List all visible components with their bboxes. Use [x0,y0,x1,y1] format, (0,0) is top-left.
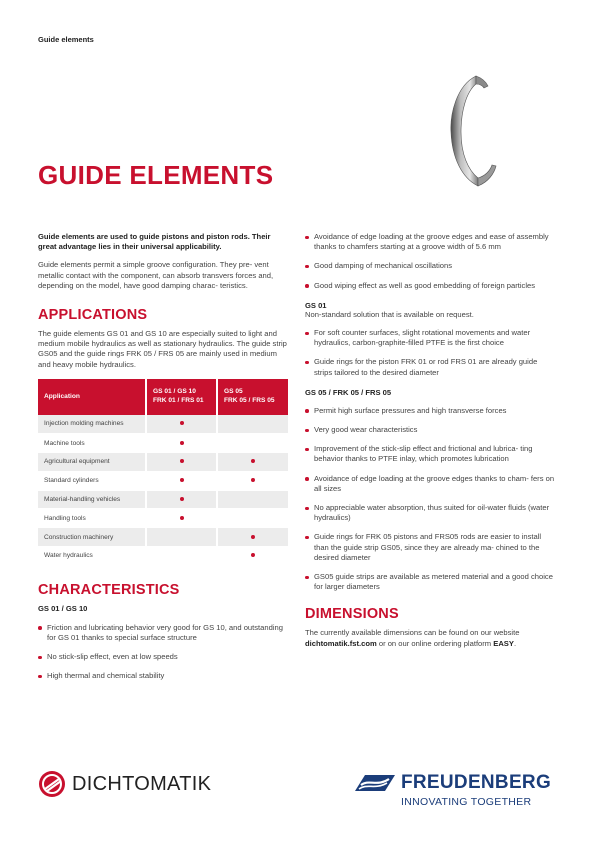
table-row [38,471,288,490]
applications-text: The guide elements GS 01 and GS 10 are especially suited to light and medium mobile hydraulics as well as stationary hydraulics. The guide strip GS05 and the guide rings FRK 05 / FRS 05 are mainly used in medium and heavy mobile hydraulics. [38,329,287,369]
running-header: Guide elements [38,35,94,44]
application-cell: Material-handling vehicles [38,490,146,509]
suitable-dot-icon [180,459,184,463]
suitable-dot-icon [180,478,184,482]
header-line: FRK 05 / FRS 05 [224,396,275,404]
header-line: FRK 01 / FRS 01 [153,396,204,404]
gs01-cell [146,434,217,453]
left-column [38,232,290,682]
table-header-gs05 [217,379,288,415]
list-item: Friction and lubricating behavior very good for GS 10, and outstanding for GS 01 thanks to special surface structure [38,623,290,643]
table-row [38,528,288,547]
list-item: Permit high surface pressures and high transverse forces [305,406,557,416]
application-cell: Construction machinery [38,528,146,547]
applications-heading: APPLICATIONS [38,307,148,324]
gs05-cell [217,509,288,528]
freudenberg-wave-icon [355,773,395,793]
list-item: Avoidance of edge loading at the groove edges thanks to cham- fers on all sizes [305,474,557,494]
list-item: Improvement of the stick-slip effect and frictional and lubrica- ting behavior thanks to PTFE inlay, which promotes lubrication [305,444,557,464]
dimensions-text [305,628,557,648]
gs01-cell [146,528,217,547]
dichtomatik-brand-name: DICHTOMATIK [72,772,212,795]
suitable-dot-icon [180,497,184,501]
list-item: No stick-slip effect, even at low speeds [38,652,290,662]
dichtomatik-logo [38,770,211,798]
list-item: Avoidance of edge loading at the groove edges and ease of assembly thanks to chamfers starting at a groove width of 5.6 mm [305,232,557,252]
gs05-cell [217,528,288,547]
gs05-cell [217,452,288,471]
list-item: No appreciable water absorption, thus suited for oil-water fluids (water hydraulics) [305,503,557,523]
list-item: Good wiping effect as well as good embedding of foreign particles [305,281,557,291]
header-line: GS 01 / GS 10 [153,388,196,396]
dimensions-text-part: . [513,638,517,648]
table-row [38,490,288,509]
freudenberg-tagline: INNOVATING TOGETHER [401,796,532,808]
application-cell: Machine tools [38,434,146,453]
dimensions-text-part: The currently available dimensions can be found on our website [305,628,520,638]
gs01-cell [146,546,217,565]
table-row [38,509,288,528]
guide-ring-image [448,70,498,190]
gs01-text: Non-standard solution that is available on request. [305,309,474,319]
gs05-cell [217,490,288,509]
gs01-cell [146,490,217,509]
gs05-heading: GS 05 / FRK 05 / FRS 05 [305,387,392,397]
list-item: For soft counter surfaces, slight rotational movements and water hydraulics, carbon-graphite-filled PTFE is the first choice [305,328,557,348]
list-item: GS05 guide strips are available as metered material and a good choice for larger diameters [305,572,557,592]
table-row [38,452,288,471]
suitable-dot-icon [251,535,255,539]
characteristics-heading: CHARACTERISTICS [38,581,180,598]
application-cell: Injection molding machines [38,415,146,434]
list-item: Guide rings for the piston FRK 01 or rod FRS 01 are already guide strips tailored to the desired diameter [305,357,557,377]
suitable-dot-icon [180,441,184,445]
freudenberg-brand-name: FREUDENBERG [401,772,552,793]
table-header-application: Application [38,379,146,415]
freudenberg-logo [355,772,551,808]
table-body [38,415,288,565]
header-line: GS 05 [224,388,243,396]
table-row [38,546,288,565]
dimensions-text-part: or on our online ordering platform [376,638,494,648]
gs01-list [305,328,557,378]
gs01-cell [146,471,217,490]
gs01-cell [146,415,217,434]
table-row [38,434,288,453]
list-item: High thermal and chemical stability [38,671,290,681]
suitable-dot-icon [251,553,255,557]
table-row [38,415,288,434]
application-cell: Standard cylinders [38,471,146,490]
right-top-list [305,232,557,291]
gs01-cell [146,509,217,528]
right-column [305,232,557,649]
characteristics-list [38,623,290,682]
list-item: Good damping of mechanical oscillations [305,261,557,271]
gs01-cell [146,452,217,471]
dimensions-heading: DIMENSIONS [305,606,399,623]
gs05-cell [217,471,288,490]
application-cell: Agricultural equipment [38,452,146,471]
gs01-heading: GS 01 [305,300,327,310]
suitable-dot-icon [251,459,255,463]
characteristics-subheading: GS 01 / GS 10 [38,603,88,613]
suitable-dot-icon [180,516,184,520]
application-cell: Water hydraulics [38,546,146,565]
page-title: GUIDE ELEMENTS [38,160,274,190]
easy-platform-link[interactable]: EASY [493,638,514,648]
table-header-gs01 [146,379,217,415]
intro-lead: Guide elements are used to guide pistons and piston rods. Their great advantage lies in their universal applicability. [38,232,271,252]
gs05-list [305,406,557,593]
list-item: Very good wear characteristics [305,425,557,435]
website-link[interactable]: dichtomatik.fst.com [305,638,377,648]
dichtomatik-emblem-icon [38,770,66,798]
suitable-dot-icon [251,478,255,482]
suitable-dot-icon [180,421,184,425]
gs05-cell [217,546,288,565]
applications-table [38,379,288,566]
gs05-cell [217,434,288,453]
gs05-cell [217,415,288,434]
list-item: Guide rings for FRK 05 pistons and FRS05 rods are easier to install than the guide strip GS05, since they are already ma- chined to the desired diameter [305,532,557,563]
application-cell: Handling tools [38,509,146,528]
intro-body: Guide elements permit a simple groove configuration. They pre- vent metallic contact with the component, can absorb transvers forces and, depending on the model, have good damping charac- teristics. [38,260,274,290]
